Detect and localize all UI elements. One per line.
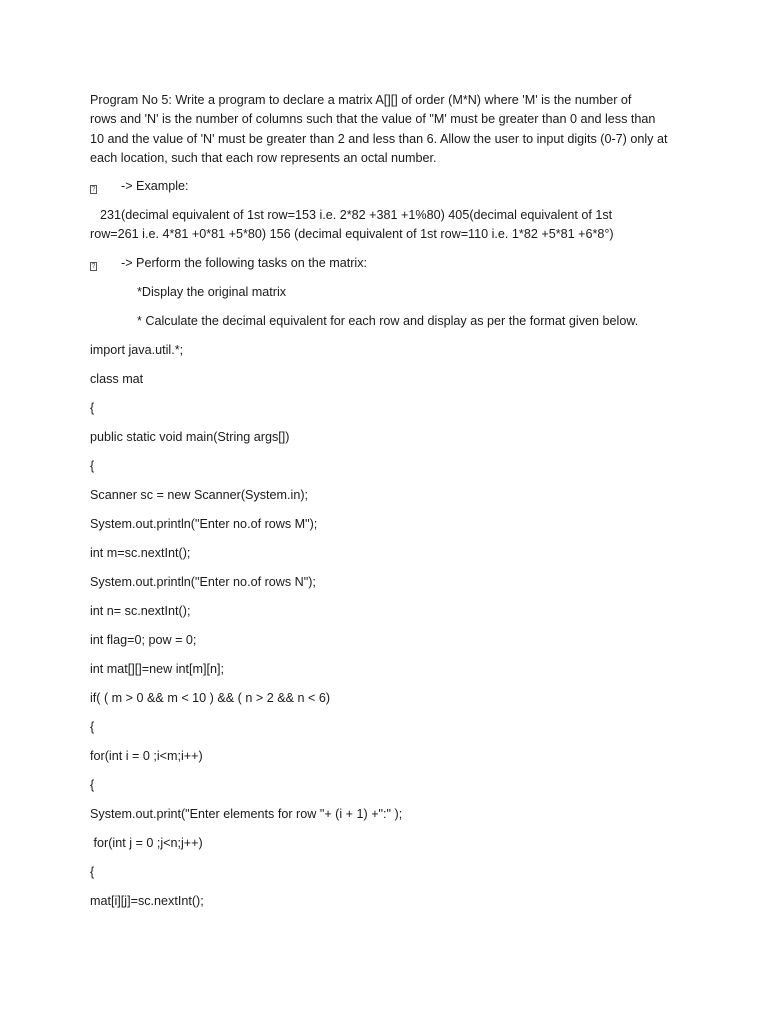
code-line: { xyxy=(90,720,95,734)
code-line: for(int j = 0 ;j<n;j++) xyxy=(90,836,203,850)
code-line: { xyxy=(90,778,95,792)
code-line: int flag=0; pow = 0; xyxy=(90,633,197,647)
code-line: int m=sc.nextInt(); xyxy=(90,546,191,560)
code-line: Scanner sc = new Scanner(System.in); xyxy=(90,488,309,502)
code-line: class mat xyxy=(90,372,144,386)
intro-line: rows and 'N' is the number of columns such that the value of "M' must be greater than 0 and less than xyxy=(90,112,656,127)
code-line: int n= sc.nextInt(); xyxy=(90,604,191,618)
code-line: mat[i][j]=sc.nextInt(); xyxy=(90,894,204,908)
example-line: 231(decimal equivalent of 1st row=153 i.e. 2*82 +381 +1%80) 405(decimal equivalent of 1st xyxy=(100,208,613,222)
tasks-bullet xyxy=(90,254,368,273)
code-line: public static void main(String args[]) xyxy=(90,430,290,444)
task-item: *Display the original matrix xyxy=(137,285,287,299)
code-line: { xyxy=(90,865,95,879)
intro-line: Program No 5: Write a program to declare a matrix A[][] of order (M*N) where 'M' is the number of xyxy=(90,93,632,107)
code-line: int mat[][]=new int[m][n]; xyxy=(90,662,225,676)
code-line: System.out.println("Enter no.of rows M"); xyxy=(90,517,318,531)
tasks-label: -> Perform the following tasks on the matrix: xyxy=(121,256,368,270)
code-line: for(int i = 0 ;i<m;i++) xyxy=(90,749,203,763)
example-line: row=261 i.e. 4*81 +0*81 +5*80) 156 (decimal equivalent of 1st row=110 i.e. 1*82 +5*81 +6*8°) xyxy=(90,227,614,242)
example-bullet xyxy=(90,177,189,196)
task-item: * Calculate the decimal equivalent for each row and display as per the format given below. xyxy=(137,314,639,328)
code-line: System.out.print("Enter elements for row "+ (i + 1) +":" ); xyxy=(90,807,403,821)
code-line: { xyxy=(90,401,95,415)
bullet-box-icon: ? xyxy=(91,186,96,193)
code-line: import java.util.*; xyxy=(90,343,184,357)
code-line: { xyxy=(90,459,95,473)
intro-paragraph xyxy=(90,91,690,168)
intro-line: each location, such that each row represents an octal number. xyxy=(90,150,437,165)
example-paragraph xyxy=(90,206,690,245)
code-line: if( ( m > 0 && m < 10 ) && ( n > 2 && n < 6) xyxy=(90,691,331,705)
intro-line: 10 and the value of 'N' must be greater than 2 and less than 6. Allow the user to input digits (0-7) only at xyxy=(90,131,668,146)
bullet-box-icon: ? xyxy=(91,263,96,270)
code-line: System.out.println("Enter no.of rows N"); xyxy=(90,575,316,589)
example-label: -> Example: xyxy=(121,179,189,193)
